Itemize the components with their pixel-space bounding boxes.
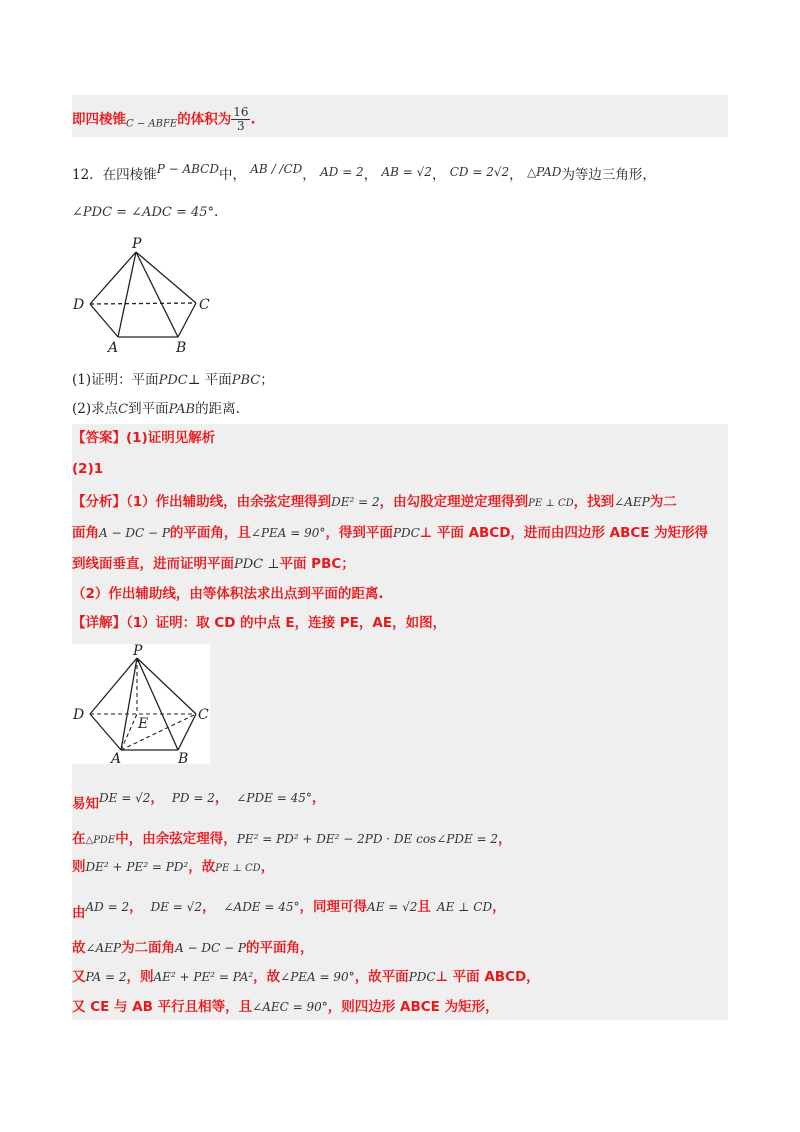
detail-line: 【详解】（1）证明：取 CD 的中点 E，连接 PE，AE，如图， bbox=[72, 615, 447, 631]
problem-pyramid: P − ABCD bbox=[156, 162, 219, 176]
fraction-numerator: 16 bbox=[233, 105, 249, 119]
step6-plane: PDC bbox=[408, 970, 436, 984]
q2-plane-pab: PAB bbox=[168, 402, 196, 417]
condition-ab-parallel-cd: AB / /CD bbox=[250, 162, 303, 176]
analysis2-dihedral: A − DC − P bbox=[99, 526, 170, 540]
step4-de: DE = √2 bbox=[150, 900, 202, 914]
step1-a: 易知 bbox=[72, 796, 99, 812]
top-prefix: 即四棱锥 bbox=[72, 111, 126, 128]
step6-pythagoras: AE² + PE² = PA² bbox=[153, 970, 254, 984]
fraction-denominator: 3 bbox=[237, 119, 245, 133]
angle-condition: ∠PDC = ∠ADC = 45° bbox=[72, 205, 215, 220]
analysis-line-2 bbox=[72, 523, 708, 543]
analysis-angle-aep: ∠AEP bbox=[614, 495, 650, 509]
step3-b: ，故 bbox=[188, 859, 216, 875]
q1-plane-pdc: PDC bbox=[158, 373, 188, 388]
analysis-de-squared: DE² = 2 bbox=[331, 495, 380, 509]
step4-angle: ∠ADE = 45° bbox=[223, 900, 300, 914]
step-line-6 bbox=[72, 967, 540, 987]
step-line-7 bbox=[72, 997, 499, 1017]
step3-pythagoras: DE² + PE² = PD² bbox=[85, 860, 189, 874]
figure1-label-d: D bbox=[73, 297, 85, 313]
analysis2-d: ⊥ 平面 ABCD，进而由四边形 ABCE 为矩形得 bbox=[419, 525, 709, 541]
figure2-label-e: E bbox=[138, 716, 149, 732]
analysis2-a: 面角 bbox=[72, 525, 99, 541]
figure1-label-a: A bbox=[108, 340, 119, 355]
step1-c: ， bbox=[214, 790, 229, 806]
step5-b: 为二面角 bbox=[121, 940, 176, 956]
step5-a: 故 bbox=[72, 940, 86, 956]
step7-angle: ∠AEC = 90° bbox=[252, 1000, 328, 1014]
figure2-label-p: P bbox=[133, 644, 143, 659]
answer-line-2: (2)1 bbox=[72, 461, 104, 477]
step3-a: 则 bbox=[72, 859, 86, 875]
step4-c: ， bbox=[201, 899, 216, 915]
step2-c: ， bbox=[498, 831, 512, 847]
question-1 bbox=[72, 370, 274, 391]
step6-b: ，则 bbox=[126, 969, 154, 985]
step6-c: ，故 bbox=[253, 969, 281, 985]
analysis2-plane-pdc: PDC bbox=[392, 526, 420, 540]
figure2-label-b: B bbox=[178, 751, 189, 764]
analysis-a: 【分析】（1）作出辅助线，由余弦定理得到 bbox=[72, 494, 332, 510]
volume-fraction bbox=[231, 106, 250, 133]
step2-b: 中，由余弦定理得， bbox=[115, 831, 237, 847]
pyramid-figure-1 bbox=[72, 235, 222, 355]
analysis3-a: 到线面垂直，进而证明平面 bbox=[72, 556, 234, 572]
pyramid-figure-2 bbox=[72, 644, 210, 764]
figure2-label-d: D bbox=[73, 707, 85, 723]
answer-line: 【答案】(1)证明见解析 bbox=[72, 430, 216, 446]
step1-pd: PD = 2 bbox=[171, 791, 215, 805]
step-line-4 bbox=[72, 897, 506, 923]
step5-dihedral: A − DC − P bbox=[175, 941, 246, 955]
analysis-b: ，由勾股定理逆定理得到 bbox=[379, 494, 529, 510]
step4-ad: AD = 2 bbox=[85, 900, 130, 914]
problem-line-2 bbox=[72, 202, 218, 223]
step1-angle: ∠PDE = 45° bbox=[236, 791, 312, 805]
step3-c: ， bbox=[260, 859, 275, 875]
figure2-label-c: C bbox=[198, 707, 209, 723]
q1-end: ； bbox=[260, 372, 274, 388]
step1-de: DE = √2 bbox=[99, 791, 151, 805]
step6-e: ⊥ 平面 ABCD， bbox=[435, 969, 540, 985]
step2-triangle: △PDE bbox=[85, 835, 116, 846]
top-volume-line bbox=[72, 106, 256, 135]
step6-d: ，故平面 bbox=[354, 969, 409, 985]
step5-c: 的平面角， bbox=[245, 940, 314, 956]
q1-mid: ⊥ 平面 bbox=[187, 372, 232, 388]
problem-zhong: 中， bbox=[218, 167, 246, 183]
condition-triangle-pad: △PAD bbox=[526, 165, 562, 179]
step7-a: 又 CE 与 AB 平行且相等，且 bbox=[72, 999, 253, 1015]
analysis-line-4: （2）作出辅助线，由等体积法求出点到平面的距离. bbox=[72, 586, 384, 602]
analysis-line-3 bbox=[72, 554, 355, 575]
step4-f: ， bbox=[492, 899, 506, 915]
analysis2-b: 的平面角，且 bbox=[169, 525, 251, 541]
analysis-line-1 bbox=[72, 492, 677, 514]
analysis-c: ，找到 bbox=[573, 494, 615, 510]
question-2 bbox=[72, 399, 240, 420]
angle-condition-end: . bbox=[214, 204, 219, 220]
analysis-pe-perp-cd: PE ⊥ CD bbox=[528, 498, 574, 509]
analysis-d: 为二 bbox=[649, 494, 677, 510]
top-solid: C − ABFE bbox=[126, 118, 178, 130]
step7-b: ，则四边形 ABCE 为矩形， bbox=[327, 999, 499, 1015]
q1-prefix: (1)证明：平面 bbox=[72, 372, 159, 388]
step6-pa: PA = 2 bbox=[85, 970, 127, 984]
problem-number: 12．在四棱锥 bbox=[72, 167, 157, 183]
analysis3-plane: PDC ⊥ bbox=[234, 557, 280, 572]
step6-a: 又 bbox=[72, 969, 86, 985]
condition-cd: CD = 2√2 bbox=[449, 165, 510, 179]
step6-angle: ∠PEA = 90° bbox=[280, 970, 355, 984]
analysis3-b: 平面 PBC； bbox=[279, 556, 355, 572]
figure1-label-b: B bbox=[176, 340, 187, 355]
step4-ae-perp: AE ⊥ CD bbox=[436, 900, 493, 914]
q2-end: 的距离. bbox=[195, 401, 240, 417]
top-suffix: . bbox=[250, 111, 256, 128]
step5-angle: ∠AEP bbox=[85, 941, 122, 955]
step1-b: ， bbox=[150, 790, 164, 806]
step4-a: 由 bbox=[72, 905, 86, 921]
step3-perp: PE ⊥ CD bbox=[215, 863, 261, 874]
step4-b: ， bbox=[129, 899, 143, 915]
step2-a: 在 bbox=[72, 831, 86, 847]
top-middle: 的体积为 bbox=[177, 111, 232, 128]
figure1-label-c: C bbox=[199, 297, 210, 313]
step1-d: ， bbox=[311, 790, 326, 806]
step4-ae: AE = √2 bbox=[367, 900, 418, 914]
analysis2-c: ，得到平面 bbox=[325, 525, 393, 541]
step-line-3 bbox=[72, 857, 274, 879]
step4-d: ，同理可得 bbox=[299, 899, 368, 915]
condition-ad: AD = 2 bbox=[320, 165, 364, 179]
step-line-2 bbox=[72, 829, 512, 851]
step-line-1 bbox=[72, 788, 325, 814]
analysis2-angle-pea: ∠PEA = 90° bbox=[250, 526, 326, 540]
q2-point-c: C bbox=[118, 402, 129, 417]
figure2-label-a: A bbox=[111, 751, 122, 764]
step-line-5 bbox=[72, 938, 313, 958]
problem-line-1: 12．在四棱锥P − ABCD中， AB / /CD， AD = 2， AB = √2， CD = 2√2， △PAD为等边三角形， bbox=[72, 162, 656, 183]
condition-ab: AB = √2 bbox=[381, 165, 432, 179]
q2-mid: 到平面 bbox=[128, 401, 169, 417]
step4-e: 且 bbox=[417, 899, 431, 915]
problem-tail: 为等边三角形， bbox=[561, 167, 656, 183]
q2-prefix: (2)求点 bbox=[72, 401, 119, 417]
step2-cosine-law: PE² = PD² + DE² − 2PD · DE cos∠PDE = 2 bbox=[236, 832, 499, 846]
q1-plane-pbc: PBC bbox=[231, 373, 261, 388]
figure1-label-p: P bbox=[132, 236, 142, 252]
